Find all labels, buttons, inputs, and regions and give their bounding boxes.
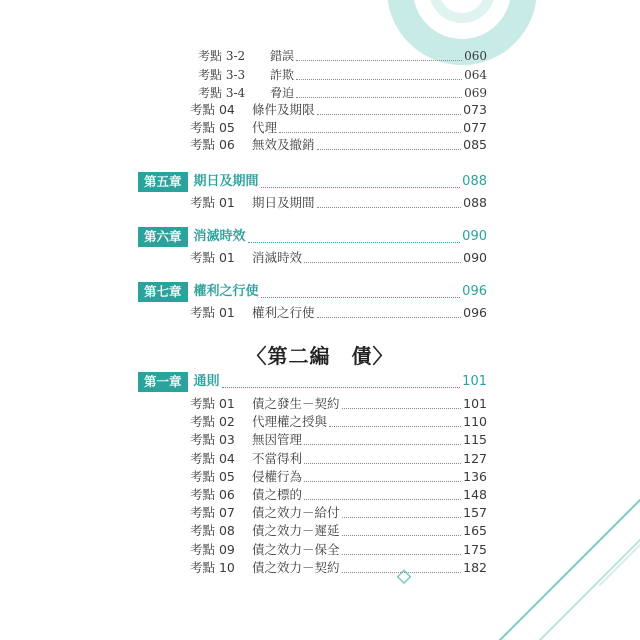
chapter-badge: 第一章 (138, 372, 188, 392)
entry-page: 136 (463, 468, 487, 484)
entry-page: 148 (463, 487, 487, 502)
chapter-page: 101 (462, 374, 487, 389)
chapter-badge: 第七章 (138, 282, 188, 302)
entry-page: 073 (463, 102, 487, 117)
entry-title: 錯誤 (270, 49, 295, 63)
entry-label: 考點 06 (190, 487, 235, 502)
toc-entry[interactable] (190, 136, 487, 154)
entry-label: 考點 01 (190, 250, 235, 265)
entry-label: 考點 05 (190, 120, 235, 135)
entry-title: 權利之行使 (252, 305, 315, 320)
toc-entry[interactable] (190, 541, 487, 559)
dot-leader (317, 316, 462, 318)
chapter-heading[interactable] (138, 371, 487, 393)
entry-label: 考點 06 (190, 137, 235, 152)
part-title: 〈第二編 債〉 (246, 344, 394, 368)
chapter-page: 090 (462, 229, 487, 244)
entry-title: 無效及撤銷 (252, 137, 315, 152)
entry-page: 064 (464, 68, 487, 82)
entry-title: 消滅時效 (252, 250, 303, 265)
chapter-page: 088 (462, 174, 487, 189)
entry-title: 脅迫 (270, 86, 295, 100)
dot-leader (342, 407, 462, 409)
chapter-title: 消滅時效 (193, 229, 246, 244)
entry-page: 096 (463, 305, 487, 320)
entry-page: 182 (463, 559, 487, 575)
entry-label: 考點 08 (190, 523, 235, 539)
entry-page: 085 (463, 137, 487, 152)
dot-leader (296, 59, 462, 61)
entry-title: 無因管理 (252, 432, 303, 448)
dot-leader (342, 571, 462, 573)
entry-page: 115 (463, 432, 487, 448)
entry-label: 考點 02 (190, 414, 235, 430)
dot-leader (248, 241, 461, 243)
entry-label: 考點 05 (190, 468, 235, 484)
entry-label: 考點 04 (190, 450, 235, 466)
entry-page: 157 (463, 505, 487, 521)
toc-entry[interactable] (190, 249, 487, 267)
entry-title: 詐欺 (270, 68, 295, 82)
dot-leader (222, 386, 461, 388)
entry-label: 考點 01 (190, 396, 235, 411)
entry-label: 考點 3-3 (198, 68, 246, 82)
entry-page: 101 (463, 396, 487, 411)
entry-page: 069 (464, 86, 487, 100)
dot-leader (317, 206, 462, 208)
top-right-ring-decoration (400, 0, 524, 52)
entry-title: 債之發生－契約 (252, 396, 340, 411)
entry-label: 考點 01 (190, 305, 235, 320)
dot-leader (342, 516, 462, 518)
entry-title: 債之效力－遲延 (252, 523, 340, 539)
entry-title: 債之效力－保全 (252, 541, 340, 557)
entry-title: 不當得利 (252, 450, 303, 466)
chapter-heading[interactable] (138, 171, 487, 193)
dot-leader (296, 78, 462, 80)
entry-title: 代理 (252, 120, 278, 135)
dot-leader (329, 425, 461, 427)
chapter-badge: 第五章 (138, 172, 188, 192)
entry-title: 條件及期限 (252, 102, 315, 117)
entry-title: 期日及期間 (252, 195, 315, 210)
chapter-heading[interactable] (138, 281, 487, 303)
dot-leader (342, 553, 462, 555)
entry-page: 077 (463, 120, 487, 135)
chapter-heading[interactable] (138, 226, 487, 248)
chapter-title: 期日及期間 (193, 174, 259, 189)
toc-entry[interactable] (190, 486, 487, 504)
dot-leader (296, 96, 462, 98)
dot-leader (304, 261, 461, 263)
chapter-page: 096 (462, 284, 487, 299)
entry-page: 165 (463, 523, 487, 539)
toc-entry[interactable] (190, 119, 487, 137)
entry-title: 債之標的 (252, 487, 303, 502)
entry-label: 考點 07 (190, 505, 235, 521)
chapter-title: 權利之行使 (193, 284, 259, 299)
entry-label: 考點 03 (190, 432, 235, 448)
entry-page: 127 (463, 450, 487, 466)
dot-leader (342, 534, 462, 536)
dot-leader (304, 443, 461, 445)
entry-label: 考點 09 (190, 541, 235, 557)
entry-page: 088 (463, 195, 487, 210)
dot-leader (304, 462, 461, 464)
toc-entry[interactable] (190, 450, 487, 468)
toc-entry[interactable] (190, 468, 487, 486)
dot-leader (261, 296, 461, 298)
entry-label: 考點 3-4 (198, 86, 246, 100)
chapter-title: 通則 (193, 374, 220, 389)
toc-entry[interactable] (190, 431, 487, 449)
toc-entry[interactable] (190, 559, 487, 577)
dot-leader (317, 148, 462, 150)
toc-entry[interactable] (190, 522, 487, 540)
toc-entry[interactable] (190, 304, 487, 322)
toc-entry[interactable] (190, 413, 487, 431)
sub-entry[interactable] (198, 66, 487, 84)
dot-leader (317, 113, 462, 115)
dot-leader (304, 480, 461, 482)
toc-entry[interactable] (190, 194, 487, 212)
entry-title: 債之效力－給付 (252, 505, 340, 521)
chapter-badge: 第六章 (138, 227, 188, 247)
entry-page: 060 (464, 49, 487, 63)
entry-label: 考點 04 (190, 102, 235, 117)
entry-label: 考點 01 (190, 195, 235, 210)
sub-entry[interactable] (198, 47, 487, 65)
dot-leader (261, 186, 461, 188)
dot-leader (304, 498, 461, 500)
sub-entry[interactable] (198, 84, 487, 102)
entry-label: 考點 10 (190, 559, 235, 575)
entry-page: 090 (463, 250, 487, 265)
toc-entry[interactable] (190, 395, 487, 413)
toc-entry[interactable] (190, 101, 487, 119)
entry-title: 侵權行為 (252, 468, 303, 484)
entry-label: 考點 3-2 (198, 49, 246, 63)
entry-title: 債之效力－契約 (252, 559, 340, 575)
toc-entry[interactable] (190, 504, 487, 522)
entry-title: 代理權之授與 (252, 414, 328, 430)
dot-leader (279, 131, 461, 133)
entry-page: 110 (463, 414, 487, 430)
entry-page: 175 (463, 541, 487, 557)
